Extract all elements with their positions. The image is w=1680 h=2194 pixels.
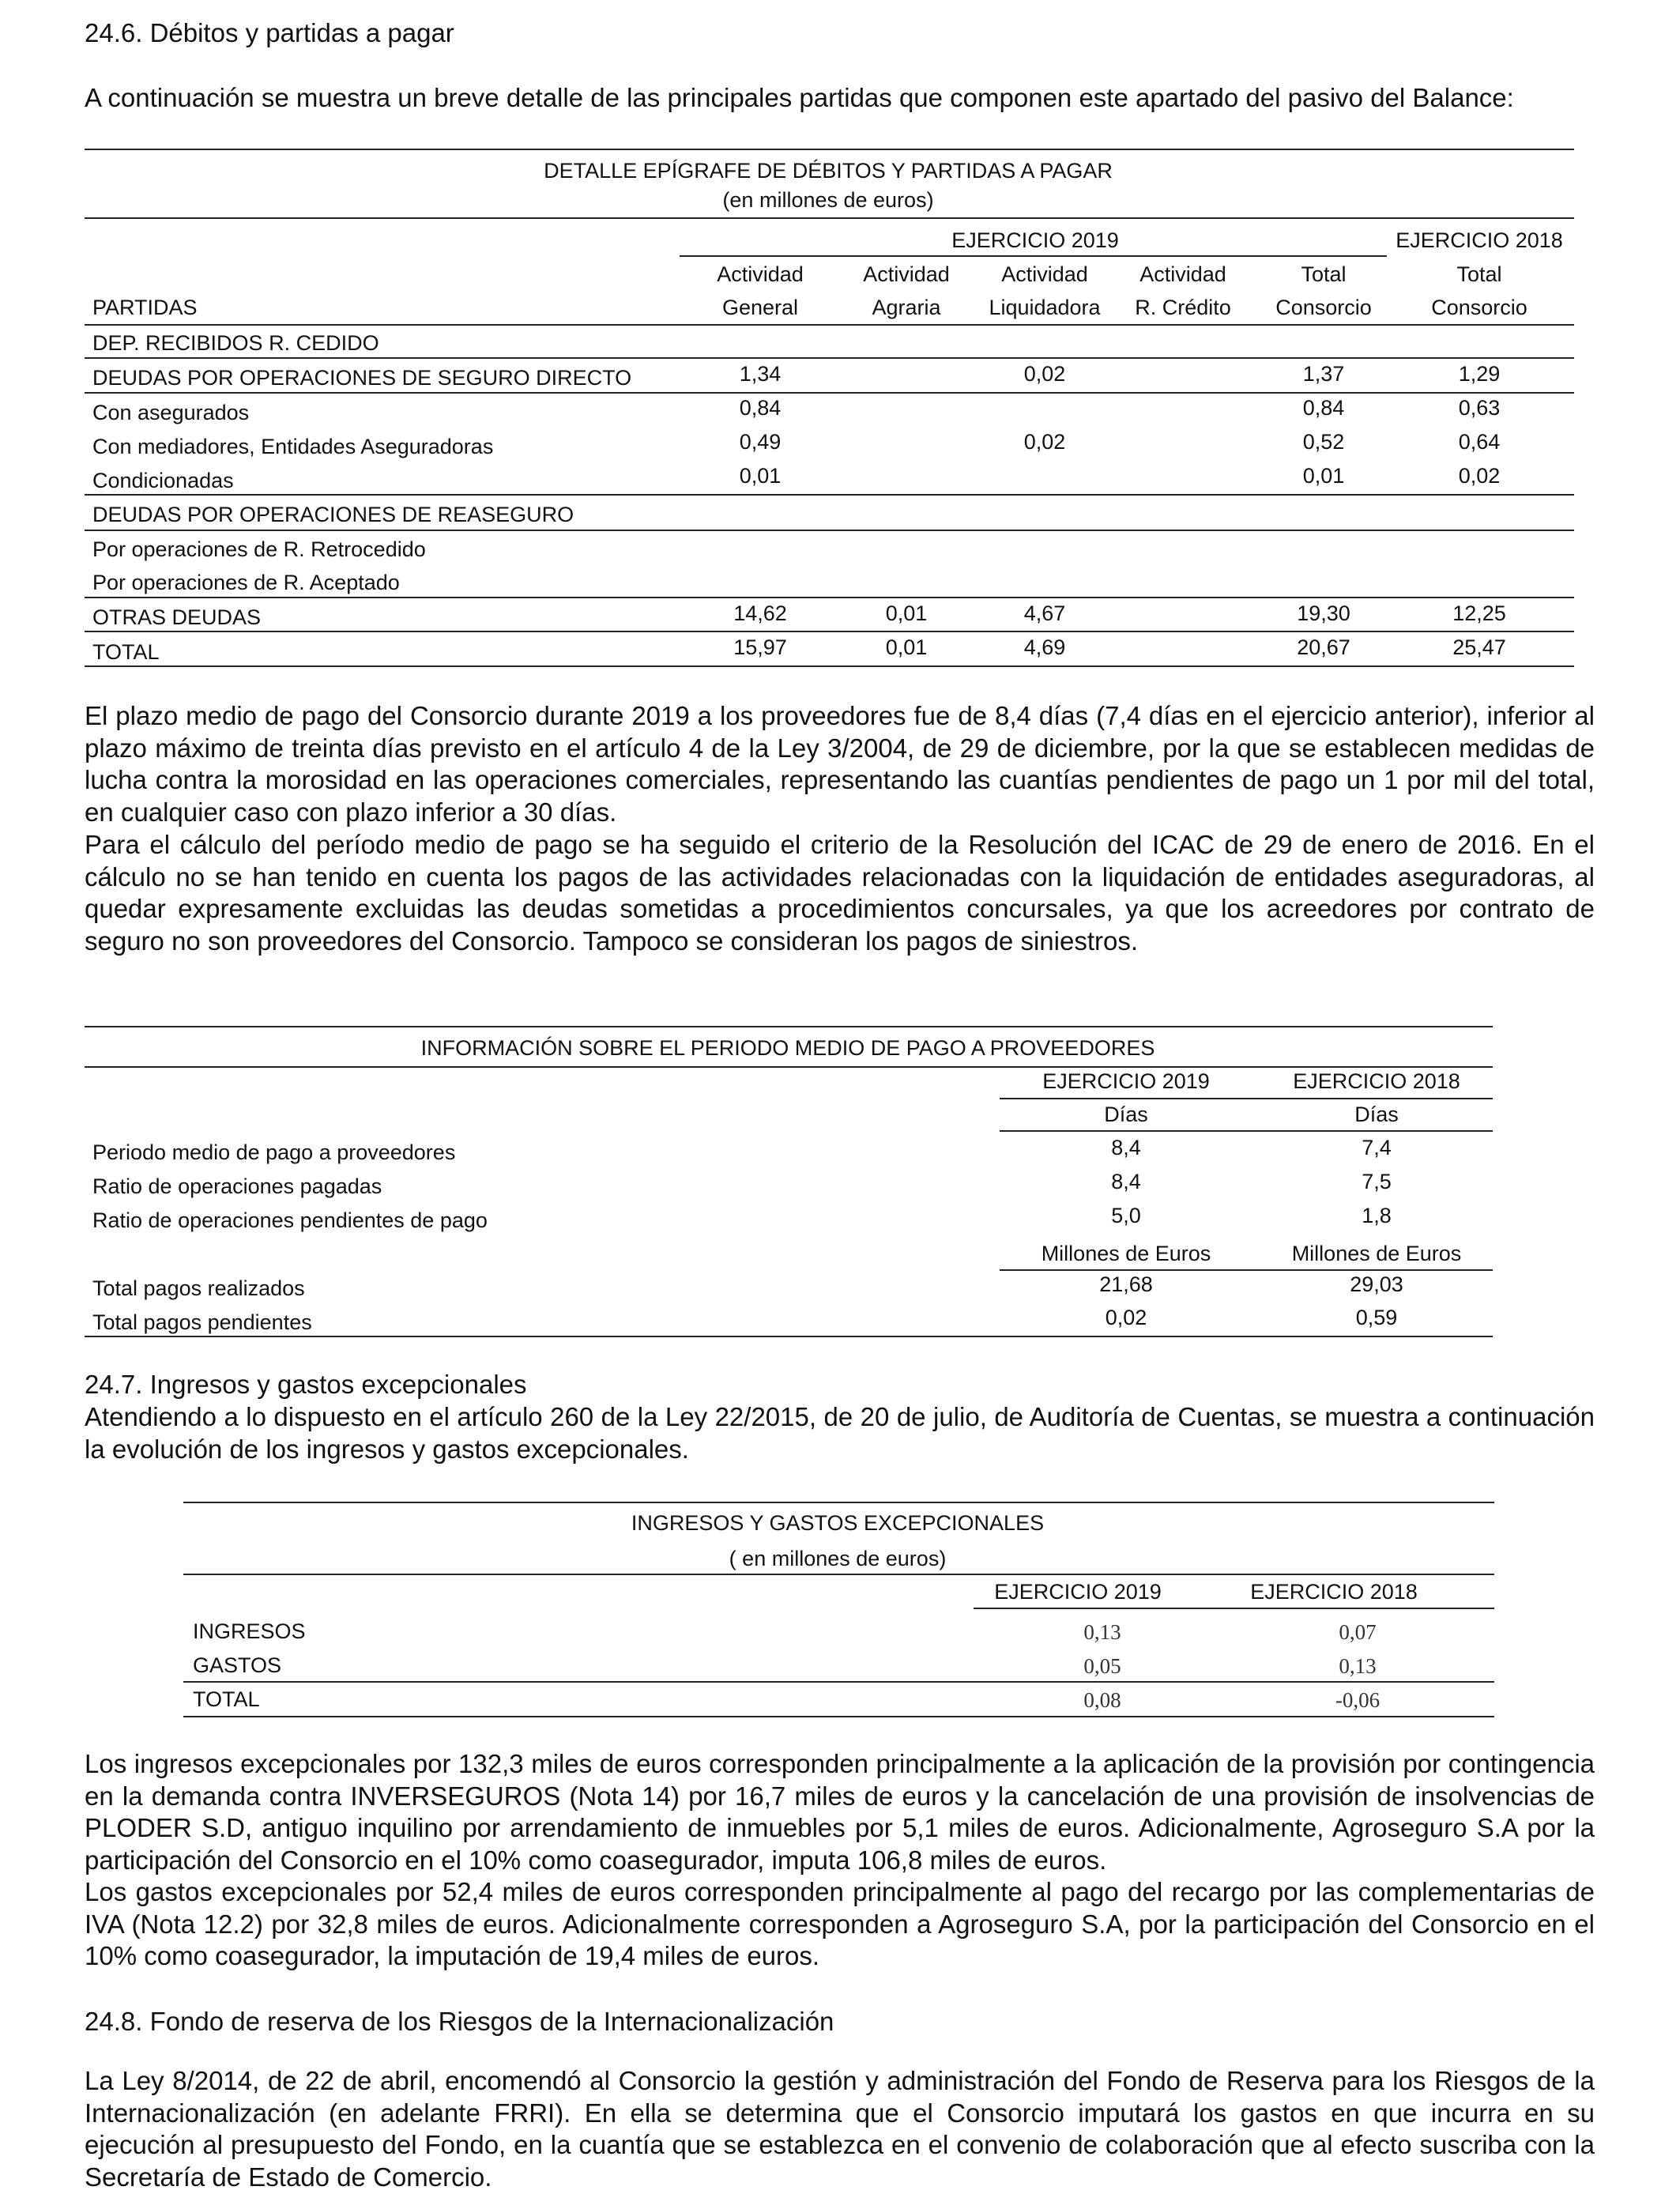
cell: 21,68 [1099,1272,1153,1296]
cell: 0,02 [1458,464,1501,488]
cell: 0,59 [1355,1306,1398,1329]
cell: 0,01 [885,601,928,625]
group-rule-2019 [680,255,1387,257]
table-row-label: Ratio de operaciones pagadas [92,1174,382,1198]
group-header-2018: EJERCICIO 2018 [1396,228,1563,252]
paragraph-ingresos: Los ingresos excepcionales por 132,3 miles de euros corresponden principalmente a la aplicación de la provisión por contingencia en la demanda contra INVERSEGUROS (Nota 14) por 16,7 miles de euros y la cancelación de una provisión de insolvencias de PLODER S.D, antiguo inquilino por arrendamiento de inmuebles por 5,1 miles de euros. Adicionalmente, Agroseguro S.A por la participación del Consorcio en el 10% como coasegurador, imputa 106,8 miles de euros. [85,1749,1595,1875]
col-header-2019: EJERCICIO 2019 [1042,1069,1210,1093]
table-row-label: Total pagos pendientes [92,1310,312,1334]
cell: 1,8 [1362,1204,1392,1227]
col-header-2018: EJERCICIO 2018 [1250,1580,1418,1604]
row-rule [85,597,1574,598]
cell: 0,01 [885,635,928,659]
row-rule [85,631,1574,632]
table-rule [183,1574,1494,1575]
unit-rule [1000,1269,1493,1271]
table-subtitle: (en millones de euros) [722,188,934,212]
table-subtitle: ( en millones de euros) [729,1547,947,1570]
table-row-label: TOTAL [92,640,160,664]
row-rule [85,530,1574,531]
row-rule [183,1681,1494,1683]
table-title: INGRESOS Y GASTOS EXCEPCIONALES [631,1511,1045,1535]
col-header-5b: Consorcio [1275,296,1372,319]
cell: 1,29 [1458,362,1501,386]
col-header-2019: EJERCICIO 2019 [994,1580,1162,1604]
cell: 0,01 [739,464,782,488]
table-row-label: Ratio de operaciones pendientes de pago [92,1208,488,1232]
table-title: INFORMACIÓN SOBRE EL PERIODO MEDIO DE PAGO A PROVEEDORES [420,1036,1155,1060]
header-rule [1000,1098,1493,1099]
cell: 5,0 [1111,1204,1141,1227]
table-bottom-rule [85,665,1574,667]
unit-rule [1000,1130,1493,1132]
cell: 0,02 [1105,1306,1147,1329]
table-rule [85,1066,1493,1068]
table-row-label: Por operaciones de R. Retrocedido [92,537,426,561]
row-rule [85,357,1574,359]
table-row-label: TOTAL [193,1687,260,1711]
cell: 7,4 [1362,1136,1392,1159]
cell: 0,13 [1083,1620,1121,1644]
row-rule [85,392,1574,394]
cell: 0,49 [739,430,782,454]
table-row-label: DEP. RECIBIDOS R. CEDIDO [92,331,379,355]
cell: 0,01 [1302,464,1345,488]
table-bottom-rule [85,1336,1493,1337]
table-row-label: DEUDAS POR OPERACIONES DE REASEGURO [92,503,574,526]
cell: 1,37 [1302,362,1345,386]
col-header-6b: Consorcio [1431,296,1527,319]
cell: 0,02 [1023,362,1066,386]
cell: 20,67 [1297,635,1350,659]
table-top-rule [183,1502,1494,1503]
cell: 15,97 [733,635,787,659]
unit-money-2018: Millones de Euros [1291,1242,1462,1265]
table-row-label: Con asegurados [92,401,250,424]
section-247-heading: 24.7. Ingresos y gastos excepcionales [85,1370,527,1399]
cell: 0,84 [739,396,782,420]
cell: 1,34 [739,362,782,386]
cell: 8,4 [1111,1136,1141,1159]
cell: 14,62 [733,601,787,625]
table-row-label: Periodo medio de pago a proveedores [92,1140,456,1164]
table-row-label: GASTOS [193,1653,282,1677]
cell: 25,47 [1452,635,1506,659]
row-rule [85,494,1574,496]
table-title: DETALLE EPÍGRAFE DE DÉBITOS Y PARTIDAS A PAGAR [544,159,1113,183]
cell: -0,06 [1335,1688,1381,1712]
table-row-label: Condicionadas [92,469,234,492]
header-bottom-rule [85,324,1574,326]
section-248-heading: 24.8. Fondo de reserva de los Riesgos de la Internacionalización [85,2007,834,2036]
col-header-3: Actividad [1001,262,1088,286]
cell: 29,03 [1350,1272,1403,1296]
paragraph-gastos: Los gastos excepcionales por 52,4 miles de euros corresponden principalmente al pago del recargo por las complementarias de IVA (Nota 12.2) por 32,8 miles de euros. Adicionalmente corresponden a Agroseguro S.A, por la participación del Consorcio en el 10% como coasegurador, la imputación de 19,4 miles de euros. [85,1877,1595,1970]
col-header-6: Total [1456,262,1502,286]
paragraph-calculo-periodo: Para el cálculo del período medio de pago se ha seguido el criterio de la Resolución del ICAC de 29 de enero de 2016. En el cálculo no se han tenido en cuenta los pagos de las actividades relacionadas con la liquidación de entidades aseguradoras, al quedar expresamente excluidas las deudas sometidas a procedimientos concursales, ya que los acreedores por contrato de seguro no son proveedores del Consorcio. Tampoco se consideran los pagos de siniestros. [85,830,1595,956]
group-header-2019: EJERCICIO 2019 [951,228,1119,252]
unit-days-2018: Días [1354,1103,1399,1126]
partidas-label: PARTIDAS [92,296,198,319]
col-header-2: Actividad [863,262,950,286]
cell: 8,4 [1111,1170,1141,1193]
cell: 0,63 [1458,396,1501,420]
cell: 0,84 [1302,396,1345,420]
cell: 4,69 [1023,635,1066,659]
col-header-1: Actividad [717,262,804,286]
col-header-4: Actividad [1139,262,1226,286]
cell: 0,07 [1339,1620,1377,1644]
table-row-label: Total pagos realizados [92,1276,305,1300]
unit-money-2019: Millones de Euros [1041,1242,1211,1265]
cell: 0,64 [1458,430,1501,454]
table-row-label: DEUDAS POR OPERACIONES DE SEGURO DIRECTO [92,366,632,390]
cell: 0,02 [1023,430,1066,454]
cell: 0,08 [1083,1688,1121,1712]
table-bottom-rule [183,1716,1494,1717]
cell: 0,05 [1083,1654,1121,1678]
cell: 0,13 [1339,1654,1377,1678]
section-246-intro: A continuación se muestra un breve detalle de las principales partidas que componen este apartado del pasivo del Balance: [85,83,1514,112]
cell: 7,5 [1362,1170,1392,1193]
col-header-4b: R. Crédito [1135,296,1231,319]
section-246-heading: 24.6. Débitos y partidas a pagar [85,18,454,47]
table-rule [85,217,1574,219]
col-header-2b: Agraria [872,296,941,319]
cell: 12,25 [1452,601,1506,625]
section-247-intro: Atendiendo a lo dispuesto en el artículo 260 de la Ley 22/2015, de 20 de julio, de Auditoría de Cuentas, se muestra a continuación la evolución de los ingresos y gastos excepcionales. [85,1402,1595,1464]
cell: 0,52 [1302,430,1345,454]
unit-days-2019: Días [1104,1103,1148,1126]
col-header-3b: Liquidadora [989,296,1101,319]
table-top-rule [85,149,1574,150]
paragraph-plazo-medio: El plazo medio de pago del Consorcio durante 2019 a los proveedores fue de 8,4 días (7,4 días en el ejercicio anterior), inferior al plazo máximo de treinta días previsto en el artículo 4 de la Ley 3/2004, de 29 de diciembre, por la que se establecen medidas de lucha contra la morosidad en las operaciones comerciales, representando las cuantías pendientes de pago un 1 por mil del total, en cualquier caso con plazo inferior a 30 días. [85,701,1595,827]
col-header-5: Total [1301,262,1347,286]
table-row-label: OTRAS DEUDAS [92,605,262,629]
header-rule [974,1608,1494,1609]
col-header-1b: General [721,296,799,319]
section-248-paragraph: La Ley 8/2014, de 22 de abril, encomendó al Consorcio la gestión y administración del Fondo de Reserva para los Riesgos de la Internacionalización (en adelante FRRI). En ella se determina que el Consorcio imputará los gastos en que incurra en su ejecución al presupuesto del Fondo, en la cuantía que se establezca en el convenio de colaboración que al efecto suscriba con la Secretaría de Estado de Comercio. [85,2066,1595,2192]
cell: 19,30 [1297,601,1350,625]
table-row-label: Por operaciones de R. Aceptado [92,571,400,594]
table-top-rule [85,1026,1493,1027]
col-header-2018: EJERCICIO 2018 [1293,1069,1460,1093]
table-row-label: INGRESOS [193,1619,306,1643]
cell: 4,67 [1023,601,1066,625]
table-row-label: Con mediadores, Entidades Aseguradoras [92,435,494,458]
